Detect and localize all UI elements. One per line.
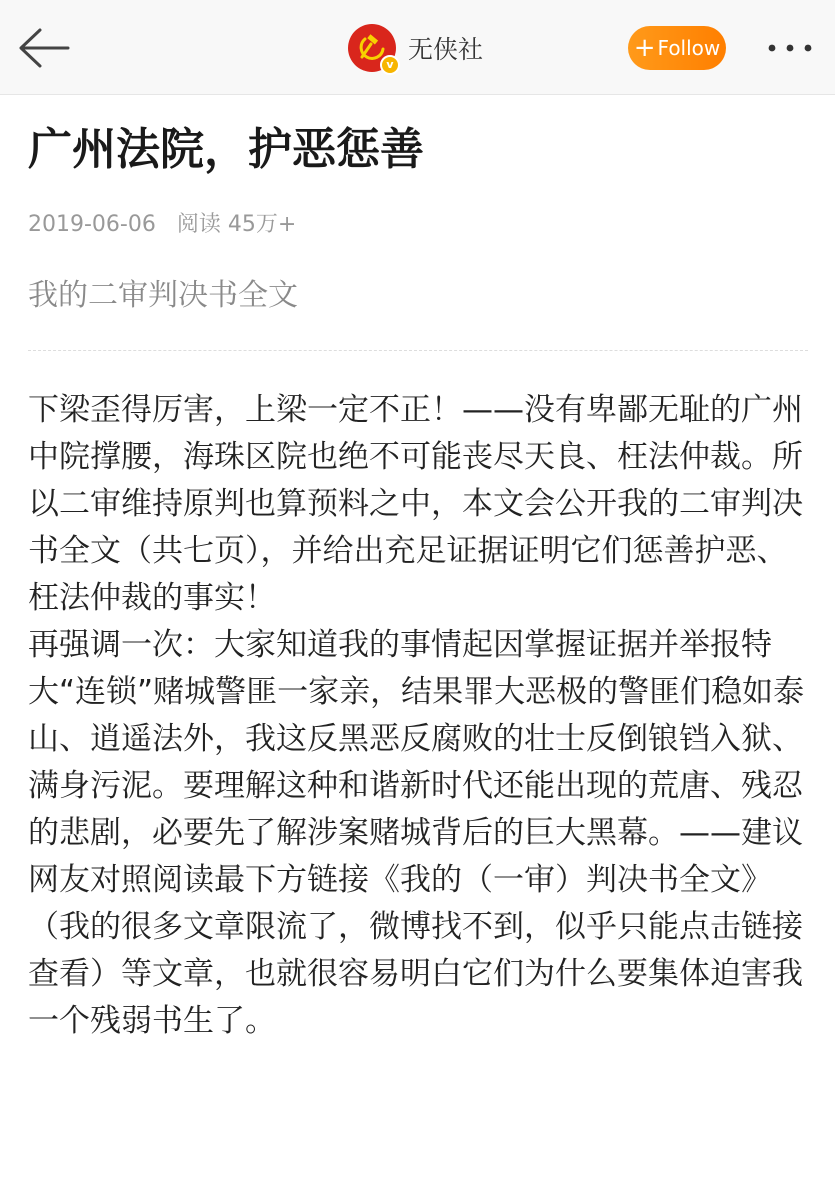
publish-date: 2019-06-06 (28, 212, 156, 237)
author-info[interactable] (348, 24, 483, 72)
paragraph: 再强调一次：大家知道我的事情起因掌握证据并举报特大“连锁”赌城警匪一家亲，结果罪大恶极的警匪们稳如泰山、逍遥法外，我这反黑恶反腐败的壮士反倒锒铛入狱、满身污泥。要理解这种和谐新时代还能出现的荒唐、残忍的悲剧，必要先了解涉案赌城背后的巨大黑幕。——建议网友对照阅读最下方链接《我的（一审）判决书全文》（我的很多文章限流了，微博找不到，似乎只能点击链接查看）等文章，也就很容易明白它们为什么要集体迫害我一个残弱书生了。 (28, 627, 805, 1039)
article-title: 广州法院，护恶惩善 (28, 124, 424, 175)
follow-label: Follow (657, 36, 721, 60)
back-arrow-icon (16, 26, 72, 70)
article-body (28, 387, 818, 1045)
more-dots-icon (760, 36, 820, 60)
more-button[interactable] (760, 36, 820, 60)
paragraph: 下梁歪得厉害，上梁一定不正！——没有卑鄙无耻的广州中院撑腰，海珠区院也绝不可能丧尽天良、枉法仲裁。所以二审维持原判也算预料之中，本文会公开我的二审判决书全文（共七页），并给出充足证据证明它们惩善护恶、枉法仲裁的事实！ (28, 392, 803, 616)
top-bar (0, 0, 835, 95)
author-name[interactable]: 无侠社 (408, 35, 484, 64)
view-count: 阅读 45万+ (176, 212, 297, 237)
article-meta (28, 208, 296, 242)
verified-badge: v (380, 55, 400, 75)
avatar[interactable] (348, 24, 396, 72)
divider (28, 350, 808, 351)
follow-button[interactable] (628, 26, 726, 70)
back-button[interactable] (16, 26, 72, 70)
plus-icon: + (633, 33, 656, 63)
article-summary: 我的二审判决书全文 (28, 278, 298, 313)
